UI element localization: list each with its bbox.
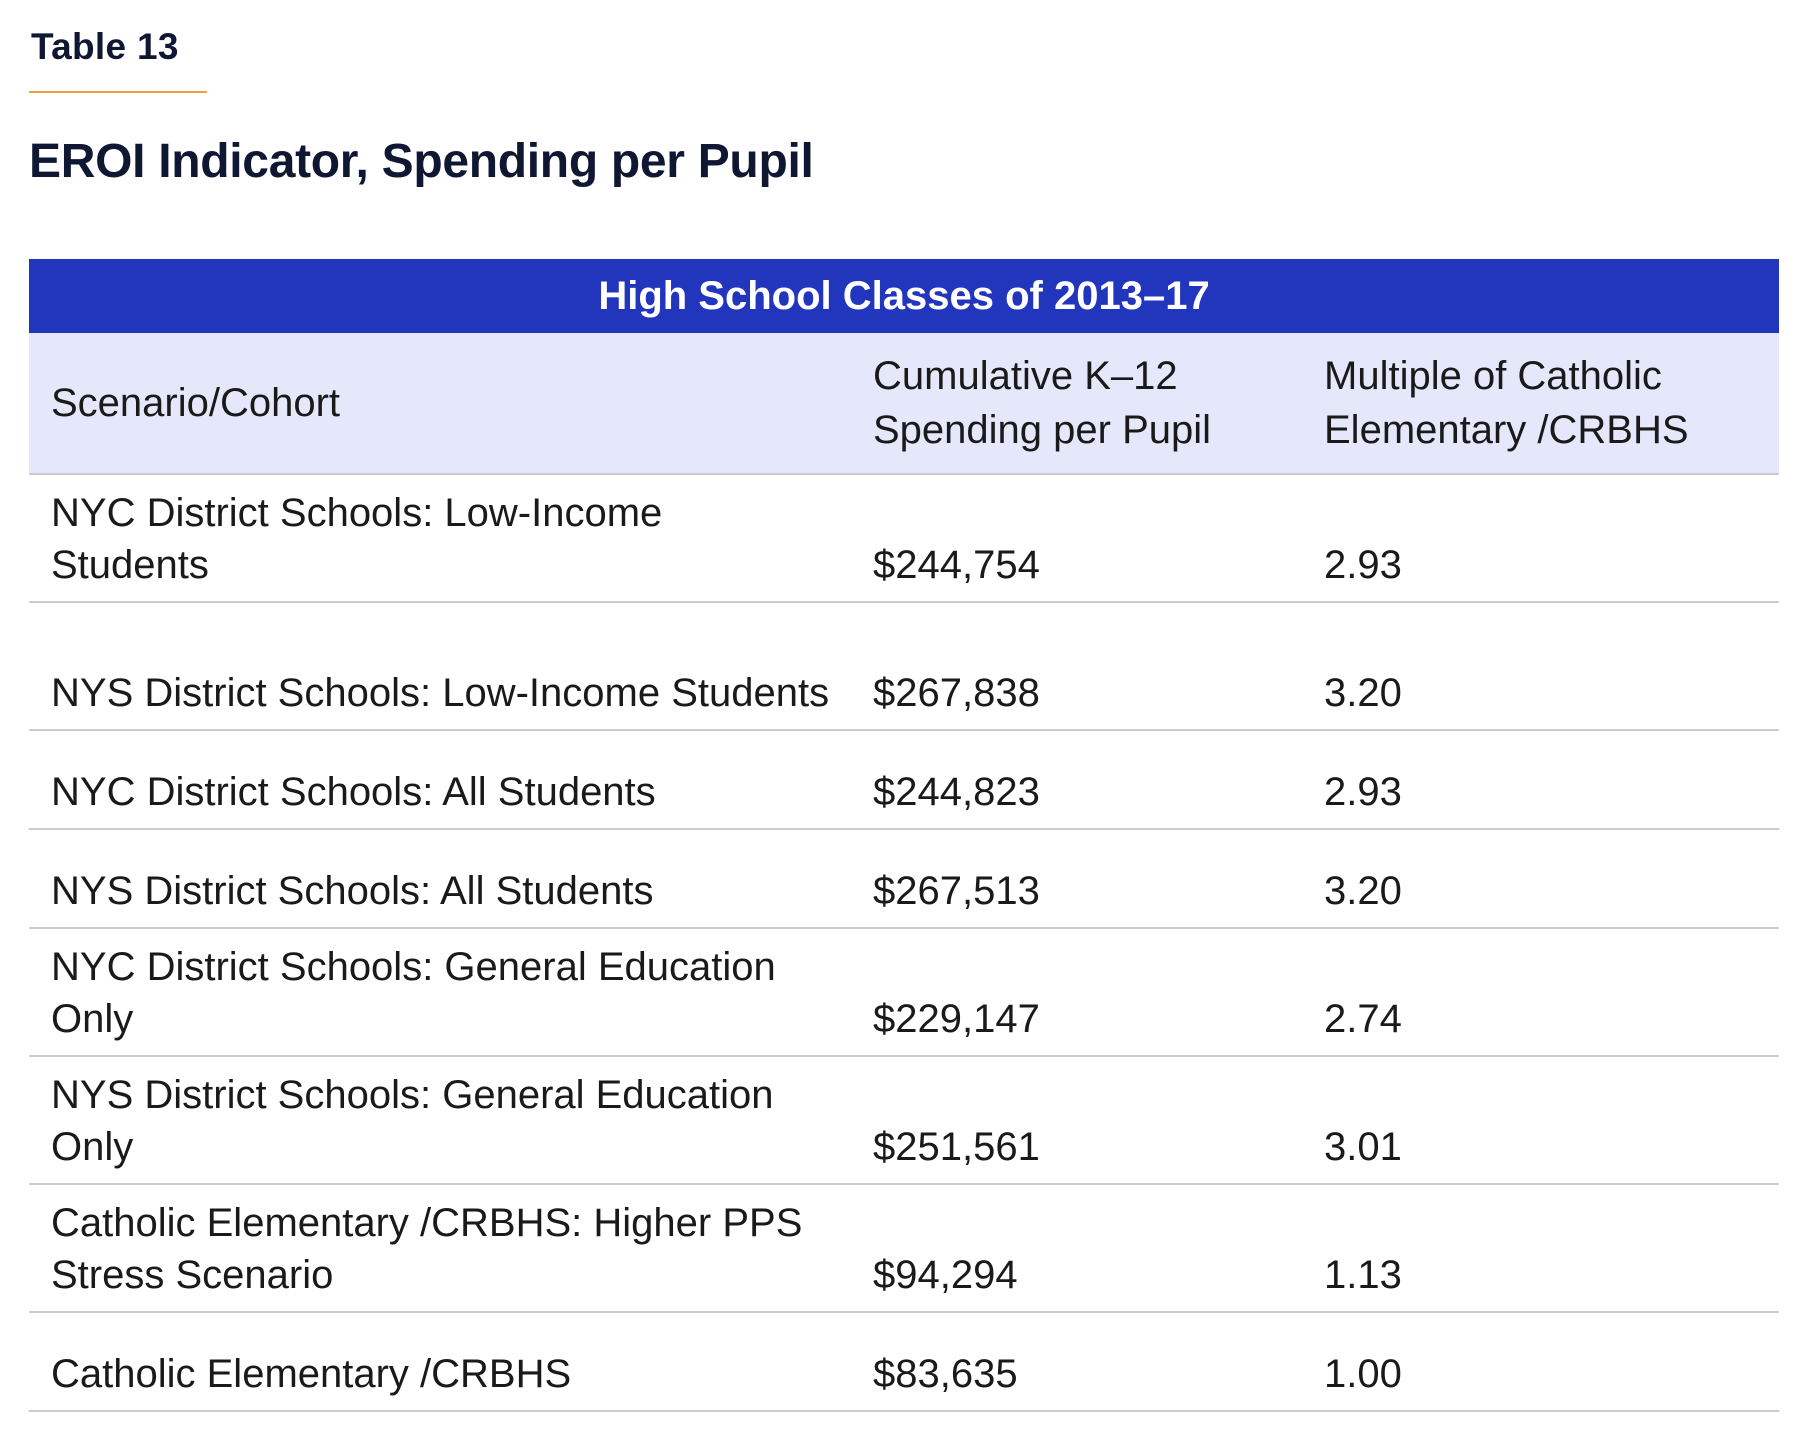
band-header: High School Classes of 2013–17 xyxy=(29,259,1779,333)
table-row xyxy=(29,474,1779,602)
eroi-table xyxy=(29,259,1779,1412)
table-row xyxy=(29,602,1779,730)
cohort-cell: Catholic Elementary /CRBHS: Higher PPS Stress Scenario xyxy=(29,1184,851,1312)
cohort-cell: NYS District Schools: Low-Income Students xyxy=(29,602,851,730)
cohort-cell: NYC District Schools: All Students xyxy=(29,730,851,829)
spending-cell: $267,513 xyxy=(851,829,1302,928)
spending-cell: $251,561 xyxy=(851,1056,1302,1184)
column-header-cohort: Scenario/Cohort xyxy=(29,333,851,474)
column-header-spending: Cumulative K–12 Spending per Pupil xyxy=(851,333,1302,474)
table-row xyxy=(29,829,1779,928)
table-row xyxy=(29,1056,1779,1184)
table-number-label: Table 13 xyxy=(31,26,179,67)
band-header-row xyxy=(29,259,1779,333)
multiple-cell: 1.13 xyxy=(1302,1184,1779,1312)
cohort-cell: NYS District Schools: All Students xyxy=(29,829,851,928)
spending-cell: $267,838 xyxy=(851,602,1302,730)
spending-cell: $229,147 xyxy=(851,928,1302,1056)
column-header-multiple: Multiple of Catholic Elementary /CRBHS xyxy=(1302,333,1779,474)
multiple-cell: 3.20 xyxy=(1302,829,1779,928)
table-row xyxy=(29,1312,1779,1411)
spending-cell: $244,823 xyxy=(851,730,1302,829)
table-row xyxy=(29,928,1779,1056)
table-title: EROI Indicator, Spending per Pupil xyxy=(29,135,814,188)
multiple-cell: 3.20 xyxy=(1302,602,1779,730)
cohort-cell: NYC District Schools: Low-Income Students xyxy=(29,474,851,602)
cohort-cell: NYS District Schools: General Education Only xyxy=(29,1056,851,1184)
table-row xyxy=(29,1184,1779,1312)
spending-cell: $94,294 xyxy=(851,1184,1302,1312)
column-header-row xyxy=(29,333,1779,474)
spending-cell: $244,754 xyxy=(851,474,1302,602)
multiple-cell: 2.74 xyxy=(1302,928,1779,1056)
multiple-cell: 2.93 xyxy=(1302,474,1779,602)
multiple-cell: 1.00 xyxy=(1302,1312,1779,1411)
multiple-cell: 2.93 xyxy=(1302,730,1779,829)
table-row xyxy=(29,730,1779,829)
spending-cell: $83,635 xyxy=(851,1312,1302,1411)
cohort-cell: Catholic Elementary /CRBHS xyxy=(29,1312,851,1411)
label-underline xyxy=(29,91,207,93)
cohort-cell: NYC District Schools: General Education Only xyxy=(29,928,851,1056)
multiple-cell: 3.01 xyxy=(1302,1056,1779,1184)
